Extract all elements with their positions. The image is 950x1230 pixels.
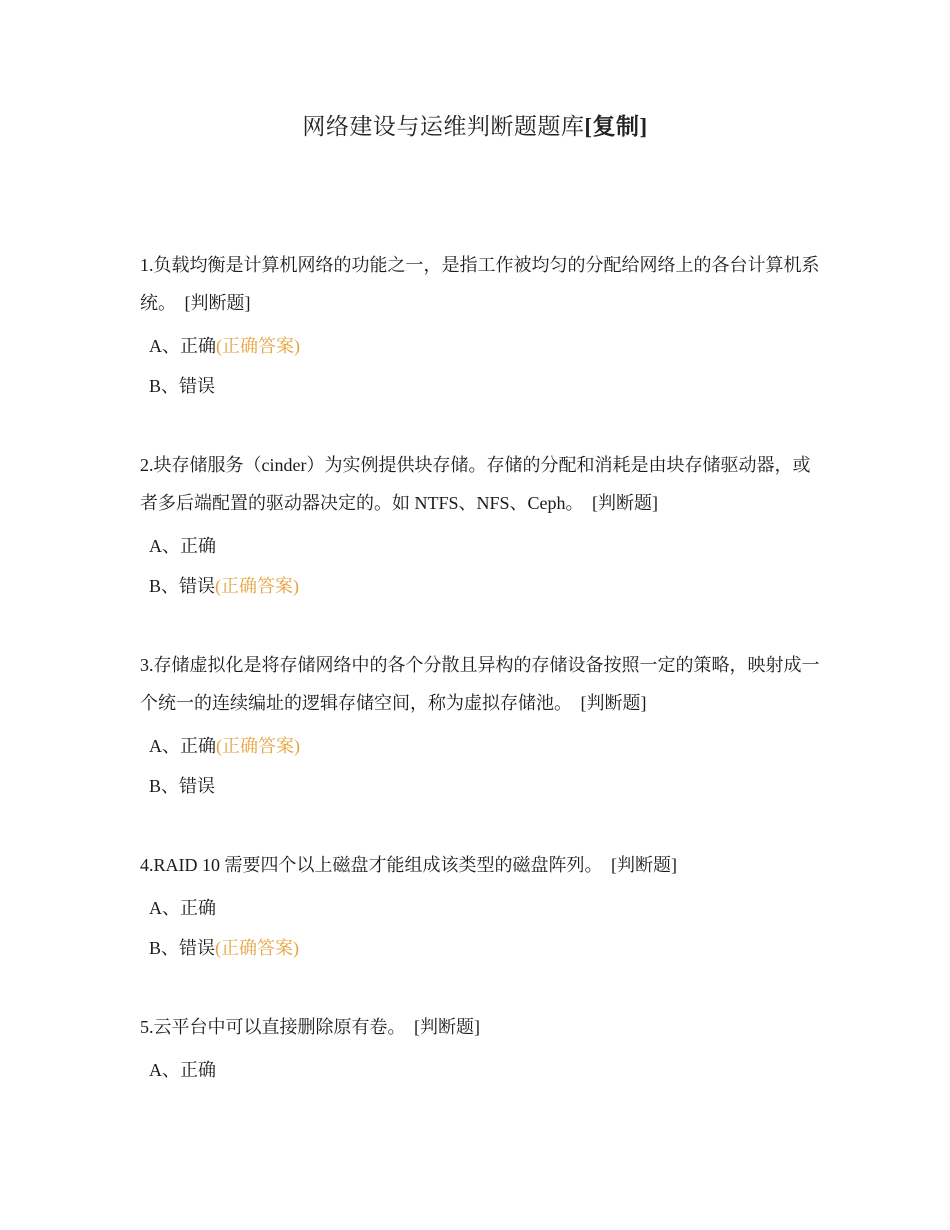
question-stem: 5.云平台中可以直接删除原有卷。 — [140, 1017, 406, 1037]
question-text — [140, 446, 820, 522]
option-label: B、错误 — [149, 376, 216, 396]
option-list — [140, 526, 820, 606]
answer-option — [140, 928, 820, 968]
title-text: 网络建设与运维判断题题库 — [302, 114, 585, 139]
question-text — [140, 846, 820, 884]
answer-option — [140, 766, 820, 806]
option-list — [140, 326, 820, 406]
correct-answer-marker: (正确答案) — [215, 576, 300, 596]
option-list — [140, 888, 820, 968]
question-item — [140, 846, 820, 968]
question-text — [140, 246, 820, 322]
answer-option — [140, 326, 820, 366]
correct-answer-marker: (正确答案) — [216, 336, 300, 356]
option-label: A、正确 — [149, 898, 216, 918]
option-label: B、错误 — [149, 576, 216, 596]
question-type-label: [判断题] — [184, 293, 251, 313]
option-label: A、正确 — [149, 536, 216, 556]
title-suffix: [复制] — [584, 114, 648, 139]
answer-option — [140, 888, 820, 928]
answer-option — [140, 366, 820, 406]
question-stem: 1.负载均衡是计算机网络的功能之一，是指工作被均匀的分配给网络上的各台计算机系统。 — [140, 255, 820, 313]
answer-option — [140, 726, 820, 766]
answer-option — [140, 566, 820, 606]
question-item — [140, 646, 820, 806]
question-item — [140, 246, 820, 406]
document-title — [0, 108, 950, 141]
question-list — [140, 246, 820, 1130]
option-label: B、错误 — [149, 776, 216, 796]
question-stem: 4.RAID 10 需要四个以上磁盘才能组成该类型的磁盘阵列。 — [140, 855, 603, 875]
question-stem: 3.存储虚拟化是将存储网络中的各个分散且异构的存储设备按照一定的策略，映射成一个统一的连续编址的逻辑存储空间，称为虚拟存储池。 — [140, 655, 820, 713]
option-label: A、正确 — [149, 336, 216, 356]
option-label: B、错误 — [149, 938, 216, 958]
question-type-label: [判断题] — [414, 1017, 480, 1037]
option-label: A、正确 — [149, 1060, 216, 1080]
question-type-label: [判断题] — [611, 855, 677, 875]
answer-option — [140, 526, 820, 566]
question-item — [140, 1008, 820, 1090]
question-stem: 2.块存储服务（cinder）为实例提供块存储。存储的分配和消耗是由块存储驱动器，或者多后端配置的驱动器决定的。如 NTFS、NFS、Ceph。 — [140, 455, 811, 513]
question-text — [140, 1008, 820, 1046]
question-type-label: [判断题] — [592, 493, 659, 513]
option-list — [140, 726, 820, 806]
answer-option — [140, 1050, 820, 1090]
question-item — [140, 446, 820, 606]
correct-answer-marker: (正确答案) — [216, 736, 300, 756]
question-text — [140, 646, 820, 722]
option-list — [140, 1050, 820, 1090]
option-label: A、正确 — [149, 736, 216, 756]
question-type-label: [判断题] — [580, 693, 647, 713]
correct-answer-marker: (正确答案) — [215, 938, 300, 958]
